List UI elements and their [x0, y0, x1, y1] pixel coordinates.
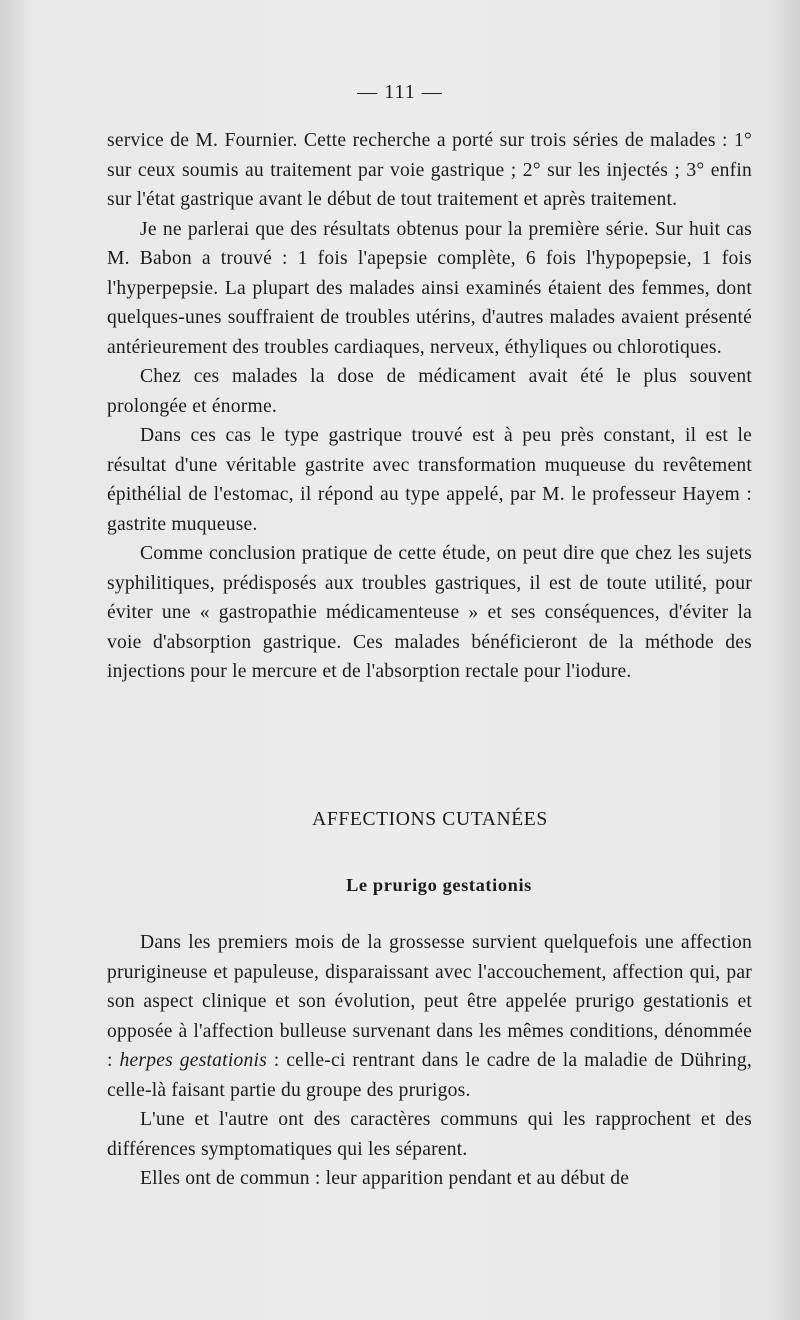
paragraph-text: Dans les premiers mois de la grossesse survient quelquefois une affection prurigineuse et papuleuse, disparaissant avec l'accouchement, affection qui, par son aspect clinique et son évolution, peut être appelée prurigo gestationis et opposée à l'affection bulleuse survenant dans les mêmes conditions, dénommée : — [107, 932, 752, 1071]
paragraph — [107, 928, 752, 1105]
page-number: — 111 — — [357, 81, 443, 103]
paragraph: L'une et l'autre ont des caractères communs qui les rapprochent et des différences symptomatiques qui les séparent. — [107, 1109, 752, 1160]
paragraph-text: : celle-ci rentrant dans le cadre de la maladie de Dühring, celle-là faisant partie du groupe des prurigos. — [107, 1050, 752, 1101]
italic-term: herpes gestationis — [119, 1050, 267, 1071]
paragraph: Elles ont de commun : leur apparition pendant et au début de — [140, 1168, 630, 1189]
body-text-bottom — [107, 928, 752, 1194]
paragraph: Chez ces malades la dose de médicament avait été le plus souvent prolongée et énorme. — [107, 366, 752, 417]
body-text-top — [107, 126, 752, 687]
sub-heading: Le prurigo gestationis — [346, 875, 532, 895]
paragraph: Comme conclusion pratique de cette étude, on peut dire que chez les sujets syphilitiques, prédisposés aux troubles gastriques, il est de toute utilité, pour éviter une « gastropathie médicamenteuse » et ses conséquences, d'éviter la voie d'absorption gastrique. Ces malades bénéficieront de la méthode des injections pour le mercure et de l'absorption rectale pour l'iodure. — [107, 543, 752, 682]
paragraph: Dans ces cas le type gastrique trouvé est à peu près constant, il est le résultat d'une véritable gastrite avec transformation muqueuse du revêtement épithélial de l'estomac, il répond au type appelé, par M. le professeur Hayem : gastrite muqueuse. — [107, 425, 752, 535]
paragraph: Je ne parlerai que des résultats obtenus pour la première série. Sur huit cas M. Babon a trouvé : 1 fois l'apepsie complète, 6 fois l'hypopepsie, 1 fois l'hyperpepsie. La plupart des malades ainsi examinés étaient des femmes, dont quelques-unes souffraient de troubles utérins, d'autres malades avaient présenté antérieurement des troubles cardiaques, nerveux, éthyliques ou chlorotiques. — [107, 218, 752, 358]
paragraph: service de M. Fournier. Cette recherche a porté sur trois séries de malades : 1° sur ceux soumis au traitement par voie gastrique ; 2° sur les injectés ; 3° enfin sur l'état gastrique avant le début de tout traitement et après traitement. — [107, 130, 752, 210]
section-heading: AFFECTIONS CUTANÉES — [312, 809, 548, 830]
